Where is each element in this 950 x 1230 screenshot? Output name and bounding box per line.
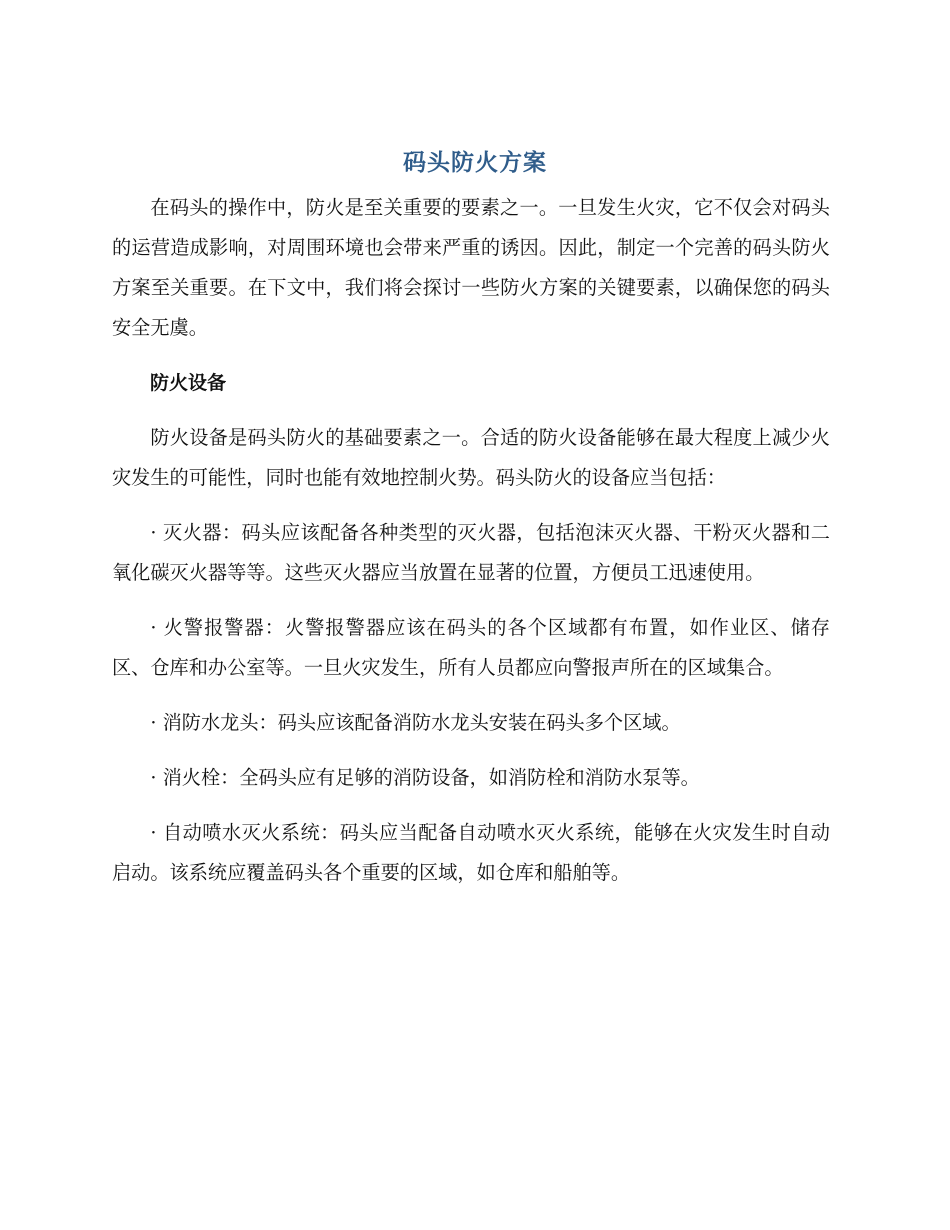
list-item-fire-extinguisher: · 灭火器：码头应该配备各种类型的灭火器，包括泡沫灭火器、干粉灭火器和二氧化碳灭火器等等。这些灭火器应当放置在显著的位置，方便员工迅速使用。 <box>112 521 830 584</box>
list-item-fire-alarm: · 火警报警器：火警报警器应该在码头的各个区域都有布置，如作业区、储存区、仓库和办公室等。一旦火灾发生，所有人员都应向警报声所在的区域集合。 <box>112 616 830 679</box>
document-body <box>112 188 830 908</box>
list-item-sprinkler-system: · 自动喷水灭火系统：码头应当配备自动喷水灭火系统，能够在火灾发生时自动启动。该系统应覆盖码头各个重要的区域，如仓库和船舶等。 <box>112 821 830 884</box>
section-heading: 防火设备 <box>150 372 227 394</box>
section-paragraph: 防火设备是码头防火的基础要素之一。合适的防火设备能够在最大程度上减少火灾发生的可能性，同时也能有效地控制火势。码头防火的设备应当包括： <box>112 426 830 489</box>
intro-paragraph: 在码头的操作中，防火是至关重要的要素之一。一旦发生火灾，它不仅会对码头的运营造成影响，对周围环境也会带来严重的诱因。因此，制定一个完善的码头防火方案至关重要。在下文中，我们将会探讨一些防火方案的关键要素，以确保您的码头安全无虞。 <box>112 196 830 339</box>
document-title: 码头防火方案 <box>403 150 547 176</box>
list-item-fire-hose: · 消防水龙头：码头应该配备消防水龙头安装在码头多个区域。 <box>150 711 681 734</box>
list-item-fire-hydrant: · 消火栓：全码头应有足够的消防设备，如消防栓和消防水泵等。 <box>150 766 700 789</box>
